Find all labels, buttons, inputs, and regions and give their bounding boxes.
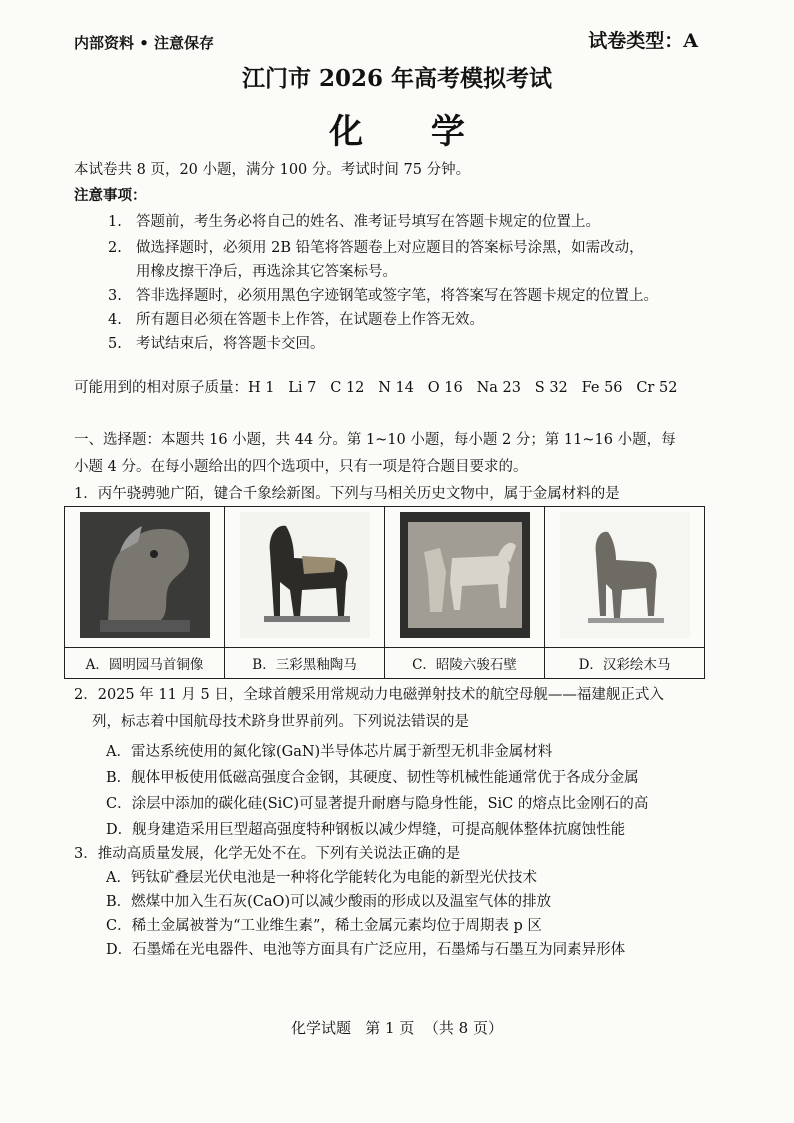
note-item: 3. 答非选择题时，必须用黑色字迹钢笔或签字笔，将答案写在答题卡规定的位置上。 bbox=[108, 288, 658, 304]
painted-wooden-horse-image bbox=[560, 512, 690, 638]
answer-option: D．舰身建造采用巨型超高强度特种钢板以减少焊缝，可提高舰体整体抗腐蚀性能 bbox=[106, 822, 626, 838]
note-item: 用橡皮擦干净后，再选涂其它答案标号。 bbox=[136, 264, 397, 280]
subject-title: 化 学 bbox=[329, 112, 493, 152]
exam-title: 江门市 2026 年高考模拟考试 bbox=[241, 65, 553, 92]
answer-option: B．燃煤中加入生石灰(CaO)可以减少酸雨的形成以及温室气体的排放 bbox=[106, 894, 552, 910]
answer-option: A．钙钛矿叠层光伏电池是一种将化学能转化为电能的新型光伏技术 bbox=[106, 870, 537, 886]
paper-type-label: 试卷类型：A bbox=[588, 30, 698, 52]
answer-option: B．舰体甲板使用低磁高强度合金钢，其硬度、韧性等机械性能通常优于各成分金属 bbox=[106, 770, 639, 786]
stone-relief-horse-image bbox=[400, 512, 530, 638]
intro-text: 本试卷共 8 页，20 小题，满分 100 分。考试时间 75 分钟。 bbox=[74, 162, 471, 178]
page-footer: 化学试题 第 1 页 （共 8 页） bbox=[290, 1019, 503, 1037]
option-caption: A．圆明园马首铜像 bbox=[65, 648, 225, 679]
option-cell bbox=[385, 507, 545, 648]
option-caption: D．汉彩绘木马 bbox=[545, 648, 705, 679]
section-instructions: 小题 4 分。在每小题给出的四个选项中，只有一项是符合题目要求的。 bbox=[74, 459, 528, 475]
bronze-horse-head-image bbox=[80, 512, 210, 638]
option-cell bbox=[225, 507, 385, 648]
answer-option: D．石墨烯在光电器件、电池等方面具有广泛应用，石墨烯与石墨互为同素异形体 bbox=[106, 942, 626, 958]
answer-option: A．雷达系统使用的氮化镓(GaN)半导体芯片属于新型无机非金属材料 bbox=[106, 744, 553, 760]
question-stem: 2．2025 年 11 月 5 日，全球首艘采用常规动力电磁弹射技术的航空母舰——福建舰正式入 bbox=[74, 687, 664, 703]
answer-option: C．稀土金属被誉为“工业维生素”，稀土金属元素均位于周期表 p 区 bbox=[106, 918, 542, 934]
note-item: 4. 所有题目必须在答题卡上作答，在试题卷上作答无效。 bbox=[108, 312, 484, 328]
section-instructions: 一、选择题：本题共 16 小题，共 44 分。第 1~10 小题，每小题 2 分；第 11~16 小题，每 bbox=[74, 432, 676, 448]
option-caption: C．昭陵六骏石壁 bbox=[385, 648, 545, 679]
note-item: 1. 答题前，考生务必将自己的姓名、准考证号填写在答题卡规定的位置上。 bbox=[108, 214, 600, 230]
tricolor-glazed-horse-image bbox=[240, 512, 370, 638]
note-item: 5. 考试结束后，将答题卡交回。 bbox=[108, 336, 325, 352]
q1-options-table bbox=[64, 506, 705, 679]
question-stem: 列，标志着中国航母技术跻身世界前列。下列说法错误的是 bbox=[92, 714, 469, 730]
option-cell bbox=[545, 507, 705, 648]
answer-option: C．涂层中添加的碳化硅(SiC)可显著提升耐磨与隐身性能，SiC 的熔点比金刚石的高 bbox=[106, 796, 649, 812]
atomic-masses: 可能用到的相对原子质量：H 1 Li 7 C 12 N 14 O 16 Na 23 S 32 Fe 56 Cr 52 bbox=[74, 380, 678, 396]
option-caption: B．三彩黑釉陶马 bbox=[225, 648, 385, 679]
note-item: 2. 做选择题时，必须用 2B 铅笔将答题卷上对应题目的答案标号涂黑，如需改动， bbox=[108, 240, 644, 256]
question-stem: 1．丙午骁骋驰广陌，键合千象绘新图。下列与马相关历史文物中，属于金属材料的是 bbox=[74, 486, 620, 502]
question-stem: 3．推动高质量发展，化学无处不在。下列有关说法正确的是 bbox=[74, 846, 461, 862]
confidential-label: 内部资料 • 注意保存 bbox=[74, 34, 215, 52]
notes-title: 注意事项： bbox=[74, 187, 147, 204]
option-cell bbox=[65, 507, 225, 648]
